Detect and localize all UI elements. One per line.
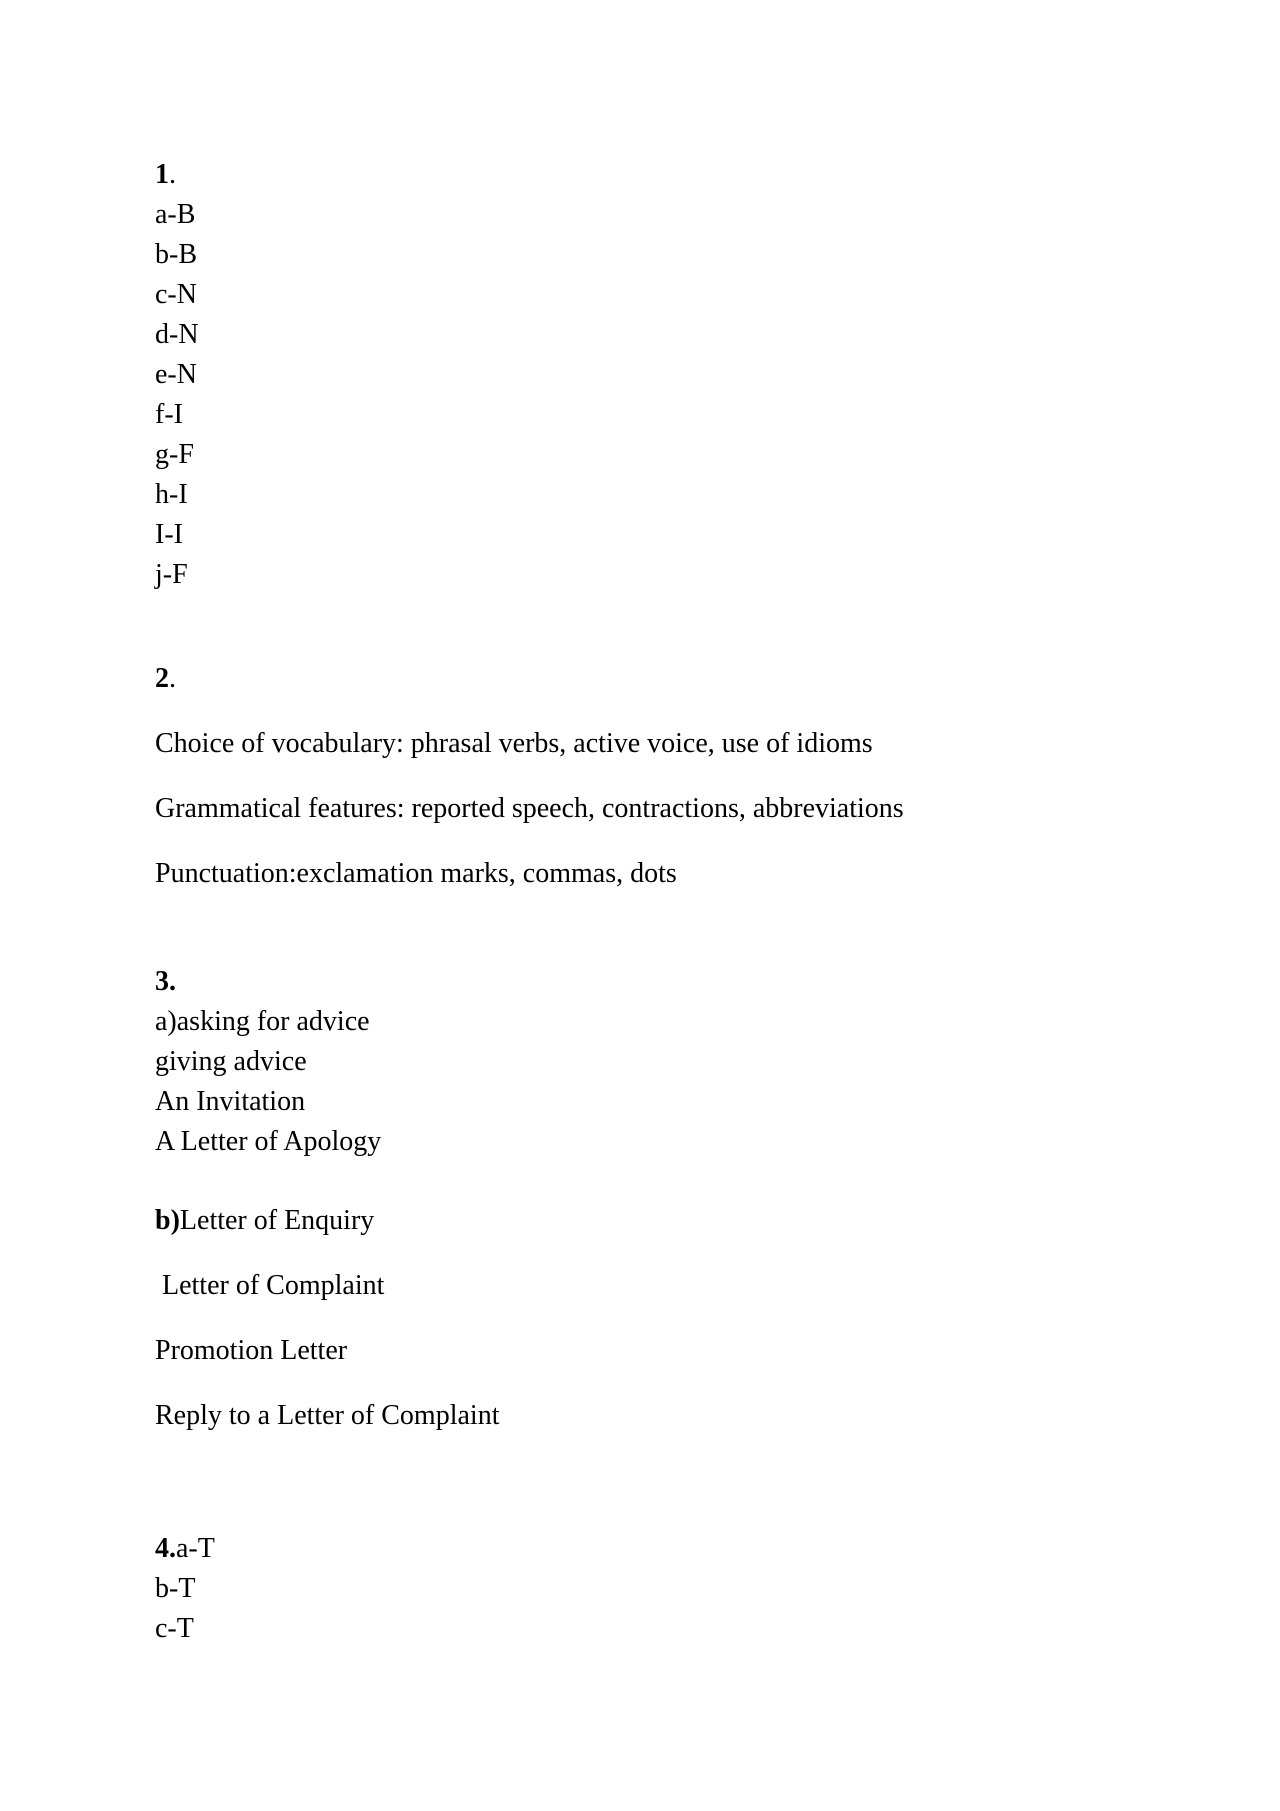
answer-item: b-B [155,239,197,270]
section-1-suffix: . [169,159,176,190]
grammar-line: Grammatical features: reported speech, contractions, abbreviations [155,793,904,824]
vocabulary-line: Choice of vocabulary: phrasal verbs, active voice, use of idioms [155,728,873,759]
answer-item: f-I [155,399,183,430]
section-2-suffix: . [169,663,176,694]
section-3 [155,962,381,1162]
section-1 [155,155,199,595]
punctuation-line: Punctuation:exclamation marks, commas, dots [155,858,677,889]
part-b-item: Promotion Letter [155,1335,348,1366]
section-2-line-vocabulary [155,724,873,764]
part-b-complaint [155,1266,384,1306]
answer-item: a-B [155,199,196,230]
answer-item: a-T [176,1533,215,1564]
section-1-heading [155,155,199,195]
part-b-item: Letter of Complaint [155,1270,385,1301]
section-4-number: 4. [155,1533,176,1564]
section-1-number: 1 [155,159,169,190]
answer-item: j-F [155,559,188,590]
section-2 [155,659,176,699]
section-2-line-punctuation [155,854,677,894]
part-b-label: b) [155,1205,180,1236]
section-3-part-b-heading [155,1201,374,1241]
part-a-item: a)asking for advice [155,1006,370,1037]
answer-item: I-I [155,519,183,550]
part-b-reply [155,1396,499,1436]
answer-item: d-N [155,319,199,350]
answer-item: g-F [155,439,194,470]
section-4-first-line [155,1529,215,1569]
answer-item: e-N [155,359,197,390]
part-b-item: Reply to a Letter of Complaint [155,1400,500,1431]
part-b-item: Letter of Enquiry [179,1205,375,1236]
answer-item: c-N [155,279,197,310]
answer-item: c-T [155,1613,194,1644]
part-a-item: An Invitation [155,1086,306,1117]
answer-item: h-I [155,479,188,510]
part-a-item: A Letter of Apology [155,1126,382,1157]
section-2-line-grammar [155,789,904,829]
answer-item: b-T [155,1573,196,1604]
section-2-heading [155,659,176,699]
section-4 [155,1529,215,1649]
section-3-heading: 3. [155,966,176,997]
part-a-item: giving advice [155,1046,307,1077]
part-b-promotion [155,1331,347,1371]
section-2-number: 2 [155,663,169,694]
part-b-first-line [155,1201,374,1241]
